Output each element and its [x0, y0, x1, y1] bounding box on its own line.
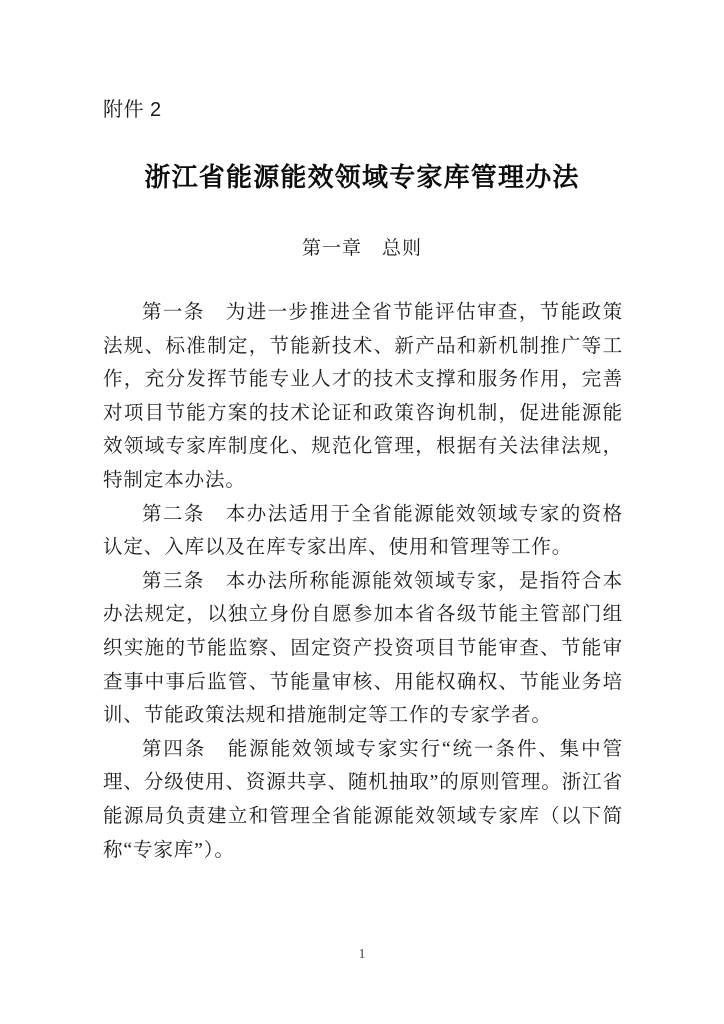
- page-number: 1: [358, 947, 366, 962]
- article-paragraph: 第一条 为进一步推进全省节能评估审查，节能政策法规、标准制定，节能新技术、新产品和新机制推广等工作，充分发挥节能专业人才的技术支撑和服务作用，完善对项目节能方案的技术论证和政策咨询机制，促进能源能效领域专家库制度化、规范化管理，根据有关法律法规，特制定本办法。: [103, 302, 623, 491]
- page-title: 浙江省能源能效领域专家库管理办法: [144, 162, 580, 192]
- attachment-label: 附件 2: [103, 99, 162, 121]
- article-paragraph: 第四条 能源能效领域专家实行“统一条件、集中管理、分级使用、资源共享、随机抽取”的原则管理。浙江省能源局负责建立和管理全省能源能效领域专家库（以下简称“专家库”）。: [103, 738, 623, 861]
- article-paragraph: 第三条 本办法所称能源能效领域专家，是指符合本办法规定，以独立身份自愿参加本省各级节能主管部门组织实施的节能监察、固定资产投资项目节能审查、节能审查事中事后监管、节能量审核、用能权确权、节能业务培训、节能政策法规和措施制定等工作的专家学者。: [103, 570, 623, 727]
- document-body: [103, 296, 623, 867]
- chapter-heading: 第一章 总则: [301, 238, 422, 259]
- article-paragraph: 第二条 本办法适用于全省能源能效领域专家的资格认定、入库以及在库专家出库、使用和管理等工作。: [103, 503, 623, 559]
